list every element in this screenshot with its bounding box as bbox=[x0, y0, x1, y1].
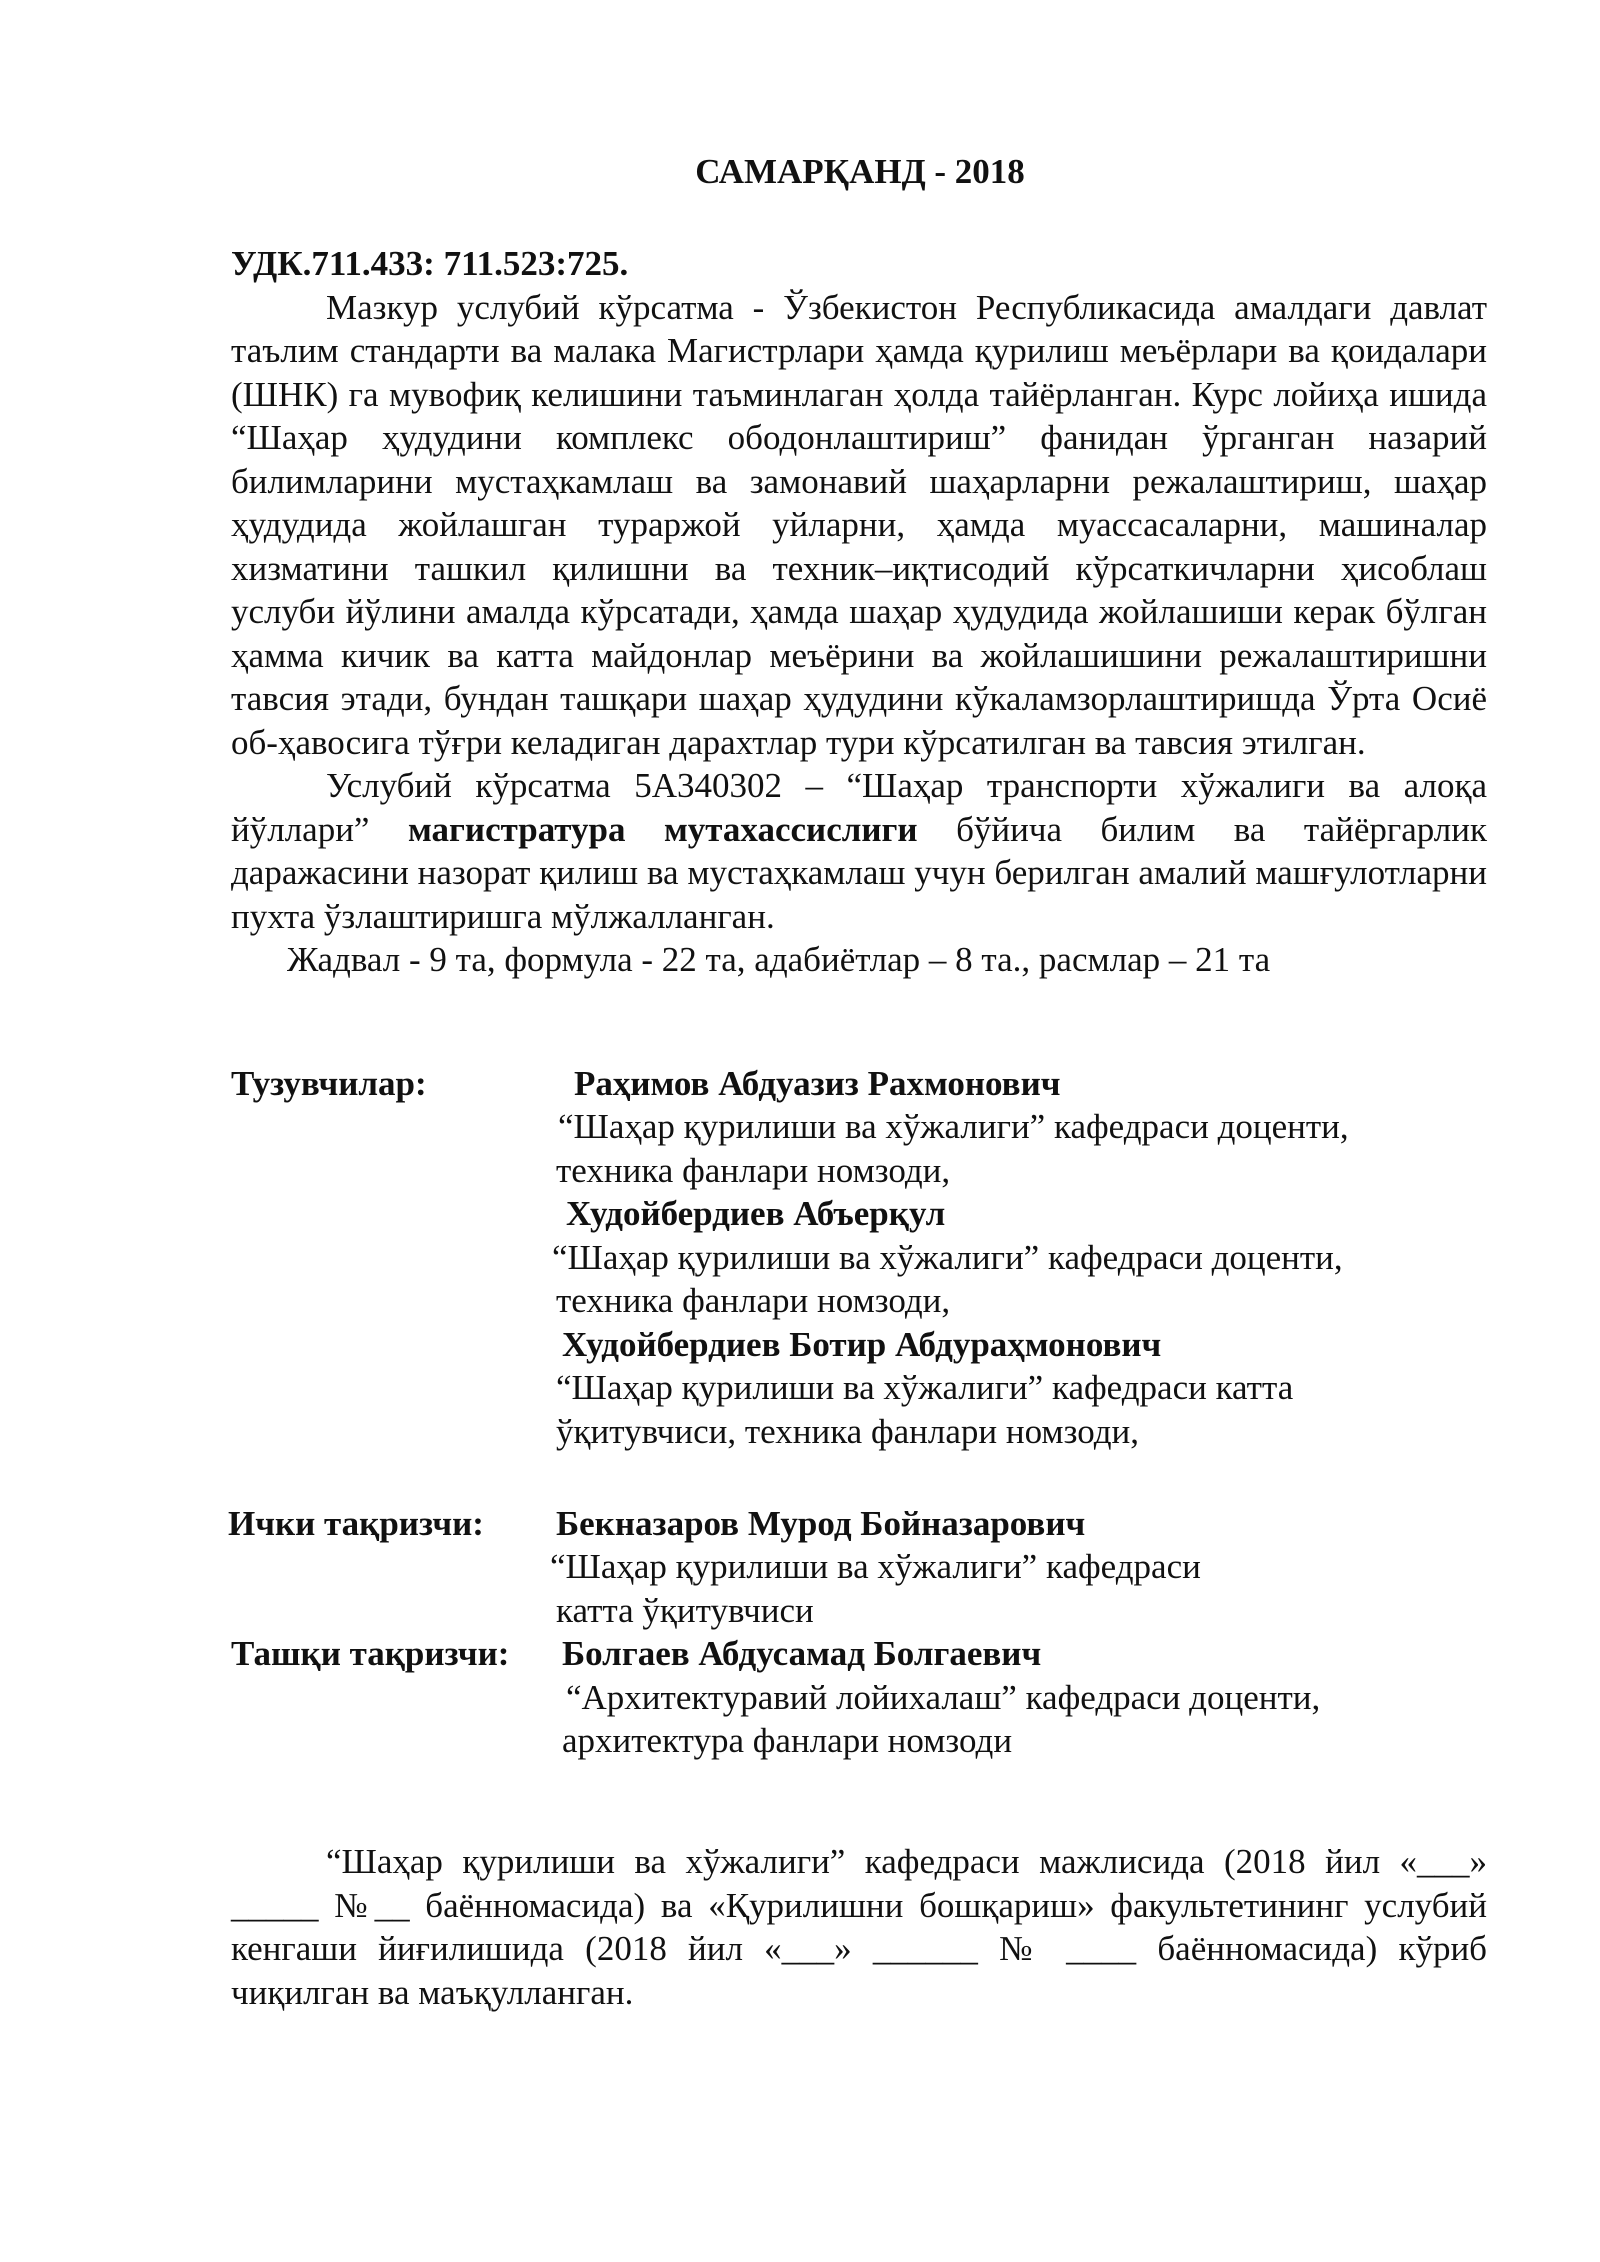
external-reviewer-degree: архитектура фанлари номзоди bbox=[562, 1721, 1013, 1760]
author-degree: техника фанлари номзоди, bbox=[556, 1151, 951, 1190]
author-position: “Шаҳар қурилиши ва хўжалиги” кафедраси доценти, bbox=[552, 1238, 1343, 1277]
external-reviewer-label: Ташқи тақризчи: bbox=[231, 1634, 510, 1673]
paragraph-2-bold: магистратура мутахассислиги bbox=[407, 809, 918, 849]
document-stats: Жадвал - 9 та, формула - 22 та, адабиётлар – 8 та., расмлар – 21 та bbox=[287, 940, 1271, 979]
external-reviewer-name: Болгаев Абдусамад Болгаевич bbox=[562, 1634, 1042, 1673]
author-position: “Шаҳар қурилиши ва хўжалиги” кафедраси доценти, bbox=[558, 1107, 1349, 1146]
author-position: “Шаҳар қурилиши ва хўжалиги” кафедраси катта bbox=[556, 1368, 1294, 1407]
external-reviewer-position: “Архитектуравий лойихалаш” кафедраси доценти, bbox=[566, 1678, 1321, 1717]
authors-label: Тузувчилар: bbox=[231, 1064, 427, 1103]
paragraph-2-start: Услубий кўрсатма 5А340302 – “Шаҳар транспорти хўжалиги ва алоқа йўллари” bbox=[231, 766, 1487, 849]
author-name: Худойбердиев Абъерқул bbox=[566, 1194, 946, 1233]
abstract-section bbox=[231, 242, 1487, 982]
internal-reviewer-label: Ички тақризчи: bbox=[228, 1504, 484, 1543]
udk-code: УДК.711.433: 711.523:725. bbox=[231, 244, 629, 283]
page-title: САМАРҚАНД - 2018 bbox=[695, 152, 1025, 191]
approval-section bbox=[231, 1840, 1487, 2014]
abstract-paragraph-2 bbox=[231, 764, 1487, 938]
internal-reviewer-name: Бекназаров Мурод Бойназарович bbox=[556, 1504, 1086, 1543]
internal-reviewer-degree: катта ўқитувчиси bbox=[556, 1591, 814, 1630]
author-name: Худойбердиев Ботир Абдураҳмонович bbox=[562, 1325, 1162, 1364]
paragraph-2-end: бўйича билим ва тайёргарлик даражасини назорат қилиш ва мустаҳкамлаш учун берилган амалий машғулотларни пухта ўзлаштиришга мўлжалланган. bbox=[231, 809, 1488, 936]
author-degree: техника фанлари номзоди, bbox=[556, 1281, 951, 1320]
internal-reviewer-position: “Шаҳар қурилиши ва хўжалиги” кафедраси bbox=[550, 1547, 1201, 1586]
approval-paragraph: “Шаҳар қурилиши ва хўжалиги” кафедраси мажлисида (2018 йил «___» _____ №__ баённомасида) ва «Қурилишни бошқариш» факультетининг услубий кенгаши йиғилишида (2018 йил «___» ______ № ____ баённомасида) кўриб чиқилган ва маъқулланган. bbox=[231, 1842, 1487, 2012]
author-name: Раҳимов Абдуазиз Рахмонович bbox=[574, 1064, 1061, 1103]
author-degree: ўқитувчиси, техника фанлари номзоди, bbox=[556, 1412, 1139, 1451]
abstract-paragraph-1: Мазкур услубий кўрсатма - Ўзбекистон Республикасида амалдаги давлат таълим стандарти ва малака Магистрлари ҳамда қурилиш меъёрлари ва қоидалари (ШНК) га мувофиқ келишини таъминлаган ҳолда тайёрланган. Курс лойиҳа ишида “Шаҳар ҳудудини комплекс ободонлаштириш” фанидан ўрганган назарий билимларини мустаҳкамлаш ва замонавий шаҳарларни режалаштириш, шаҳар ҳудудида жойлашган тураржой уйларни, ҳамда муассасаларни, машиналар хизматини ташкил қилишни ва техник–иқтисодий кўрсаткичларни ҳисоблаш услуби йўлини амалда кўрсатади, ҳамда шаҳар ҳудудида жойлашиши керак бўлган ҳамма кичик ва катта майдонлар меъёрини ва жойлашишини режалаштиришни тавсия этади, бундан ташқари шаҳар ҳудудини кўкаламзорлаштиришда Ўрта Осиё об-ҳавосига тўғри келадиган дарахтлар тури кўрсатилган ва тавсия этилган. bbox=[231, 287, 1487, 762]
